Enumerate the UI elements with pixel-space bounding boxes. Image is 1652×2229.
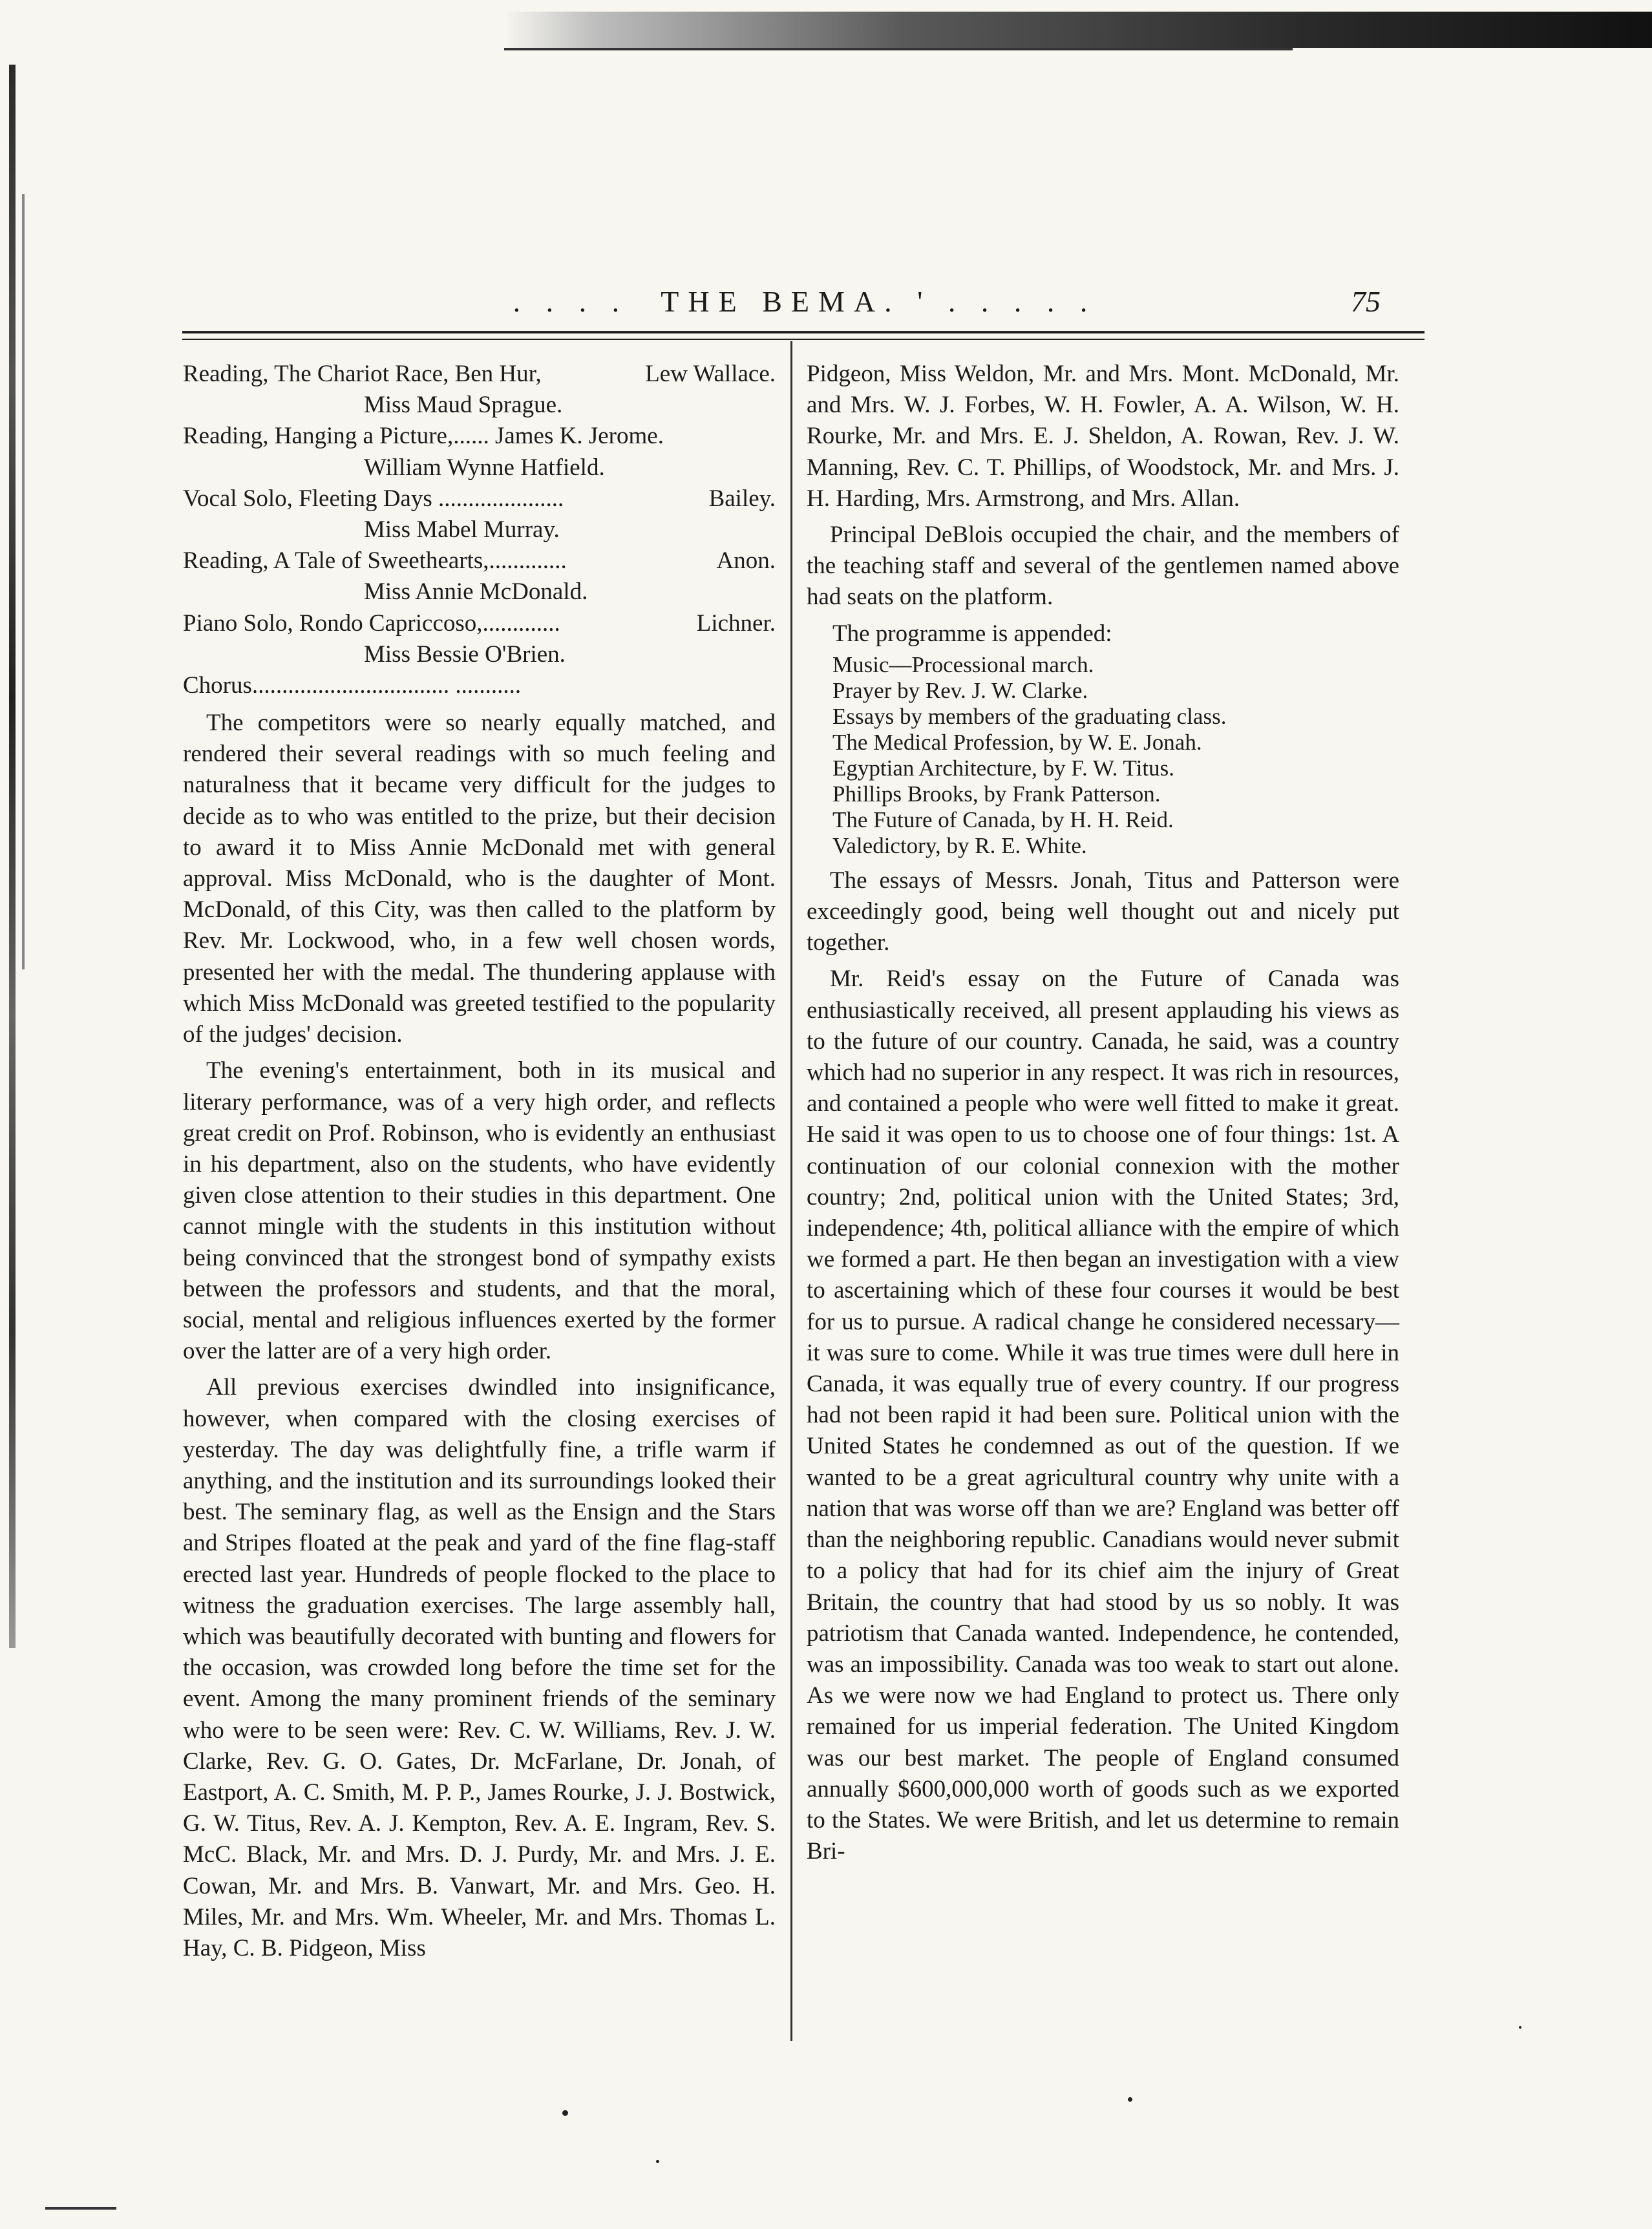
header-rule-thick — [182, 331, 1424, 333]
program-item-author: Lichner. — [696, 609, 776, 637]
page-header — [0, 284, 1652, 330]
left-column — [183, 359, 776, 1969]
article-paragraph: Principal DeBlois occupied the chair, and the members of the teaching staff and several of the gentlemen named above had seats on the platform. — [807, 522, 1399, 611]
print-speck — [562, 2110, 568, 2116]
program-performer: Miss Maud Sprague. — [364, 392, 563, 419]
programme-item: Music—Processional march. — [832, 651, 1094, 677]
column-divider — [790, 341, 792, 2041]
programme-item: Essays by members of the graduating class. — [832, 703, 1227, 729]
program-chorus — [183, 670, 776, 701]
program-item-author: Anon. — [716, 547, 776, 575]
program-performer: William Wynne Hatfield. — [364, 454, 605, 481]
right-column — [807, 359, 1399, 1872]
program-performer: Miss Mabel Murray. — [364, 516, 560, 543]
running-title: . . . . THE BEMA. ' . . . . . — [513, 285, 1097, 318]
article-paragraph: All previous exercises dwindled into insignificance, however, when compared with the closing exercises of yesterday. The day was delightfully fine, a trifle warm if anything, and the institution and its surroundings looked their best. The seminary flag, as well as the Ensign and the Stars and Stripes floated at the peak and yard of the fine flag-staff erected last year. Hundreds of people flocked to the place to witness the graduation exercises. The large assembly hall, which was beautifully decorated with bunting and flowers for the occasion, was crowded long before the time set for the event. Among the many prominent friends of the seminary who were to be seen were: Rev. C. W. Williams, Rev. J. W. Clarke, Rev. G. O. Gates, Dr. McFarlane, Dr. Jonah, of Eastport, A. C. Smith, M. P. P., James Rourke, J. J. Bostwick, G. W. Titus, Rev. A. J. Kempton, Rev. A. E. Ingram, Rev. S. McC. Black, Mr. and Mrs. D. J. Purdy, Mr. and Mrs. J. E. Cowan, Mr. and Mrs. B. Vanwart, Mr. and Mrs. Geo. H. Miles, Mr. and Mrs. Wm. Wheeler, Mr. and Mrs. Thomas L. Hay, C. B. Pidgeon, Miss — [183, 1374, 776, 1961]
article-paragraph: The competitors were so nearly equally matched, and rendered their several readings with so much feeling and naturalness that it became very difficult for the judges to decide as to who was entitled to the prize, but their decision to award it to Miss Annie McDonald met with general approval. Miss McDonald, who is the daughter of Mont. McDonald, of this City, was then called to the platform by Rev. Mr. Lockwood, who, in a few well chosen words, presented her with the medal. The thundering applause with which Miss McDonald was greeted testified to the popularity of the judges' decision. — [183, 710, 776, 1048]
program-item-title: Piano Solo, Rondo Capriccoso,............. — [183, 609, 560, 637]
program-item-title: Reading, Hanging a Picture,...... James K. Jerome. — [183, 423, 664, 450]
program-item — [183, 359, 776, 390]
program-item — [183, 545, 776, 576]
programme-item: Prayer by Rev. J. W. Clarke. — [832, 677, 1088, 703]
page-edge-mark — [45, 2207, 116, 2210]
guest-list-continued: Pidgeon, Miss Weldon, Mr. and Mrs. Mont. McDonald, Mr. and Mrs. W. J. Forbes, W. H. Fowler, A. A. Wilson, W. H. Rourke, Mr. and Mrs. E. J. Sheldon, A. Rowan, Rev. J. W. Manning, Rev. C. T. Phillips, of Woodstock, Mr. and Mrs. J. H. Harding, Mrs. Armstrong, and Mrs. Allan. — [807, 361, 1399, 512]
programme-item: The Medical Profession, by W. E. Jonah. — [832, 729, 1202, 755]
program-item — [183, 421, 776, 452]
article-paragraph: Mr. Reid's essay on the Future of Canada was enthusiastically received, all present applauding his views as to the future of our country. Canada, he said, was a country which had no superior in any respect. It was rich in resources, and contained a people who were well fitted to make it great. He said it was open to us to choose one of four things: 1st. A continuation of our colonial connexion with the mother country; 2nd, political union with the United States; 3rd, independence; 4th, political alliance with the empire of which we formed a part. He then began an investigation with a view to ascertaining which of these four courses it would be best for us to pursue. A radical change he considered necessary—it was sure to come. While it was true times were dull here in Canada, it was equally true of every country. If our progress had not been rapid it had been sure. Political union with the United States he condemned as out of the question. If we wanted to be a great agricultural country why unite with a nation that was worse off than we are? England was better off than the neighboring republic. Canadians would never submit to a policy that had for its chief aim the injury of Great Britain, the country that had stood by us so nobly. It was patriotism that Canada wanted. Independence, he contended, was an impossibility. Canada was too weak to start out alone. As we were now we had England to protect us. There only remained for us imperial federation. The United Kingdom was our best market. The people of England consumed annually $600,000,000 worth of goods such as we exported to the States. We were British, and let us determine to remain Bri- — [807, 966, 1399, 1865]
header-rule-thin — [182, 339, 1424, 340]
article-paragraph: The essays of Messrs. Jonah, Titus and Patterson were exceedingly good, being well thought out and nicely put together. — [807, 867, 1399, 956]
print-speck — [1128, 2097, 1132, 2102]
scan-edge-line — [504, 48, 1293, 50]
program-performer: Miss Bessie O'Brien. — [364, 640, 566, 668]
programme-item: The Future of Canada, by H. H. Reid. — [832, 807, 1174, 832]
program-item-title: Reading, A Tale of Sweethearts,............. — [183, 547, 567, 575]
programme-item: Phillips Brooks, by Frank Patterson. — [832, 781, 1161, 807]
print-speck — [656, 2160, 659, 2163]
program-chorus-label: Chorus................................. ........... — [183, 671, 522, 699]
program-item-author: Bailey. — [708, 485, 776, 512]
program-item-title: Vocal Solo, Fleeting Days ..................... — [183, 485, 564, 512]
programme-list — [832, 652, 1399, 859]
programme-intro: The programme is appended: — [832, 620, 1112, 647]
programme-item: Valedictory, by R. E. White. — [832, 832, 1087, 858]
program-item — [183, 608, 776, 639]
page-number: 75 — [1351, 285, 1381, 318]
programme-item: Egyptian Architecture, by F. W. Titus. — [832, 755, 1175, 781]
program-item — [183, 483, 776, 514]
scan-shadow-band — [504, 12, 1652, 48]
article-paragraph: The evening's entertainment, both in its musical and literary performance, was of a very high order, and reflects great credit on Prof. Robinson, who is evidently an enthusiast in his department, also on the students, who have evidently given close attention to their studies in this department. One cannot mingle with the students in this institution without being convinced that the strongest bond of sympathy exists between the professors and students, and that the moral, social, mental and religious influences exerted by the former over the latter are of a very high order. — [183, 1057, 776, 1365]
print-speck — [1519, 2026, 1521, 2029]
program-item-author: Lew Wallace. — [645, 361, 776, 387]
program-performer: Miss Annie McDonald. — [364, 578, 588, 606]
program-item-title: Reading, The Chariot Race, Ben Hur, — [183, 361, 542, 387]
